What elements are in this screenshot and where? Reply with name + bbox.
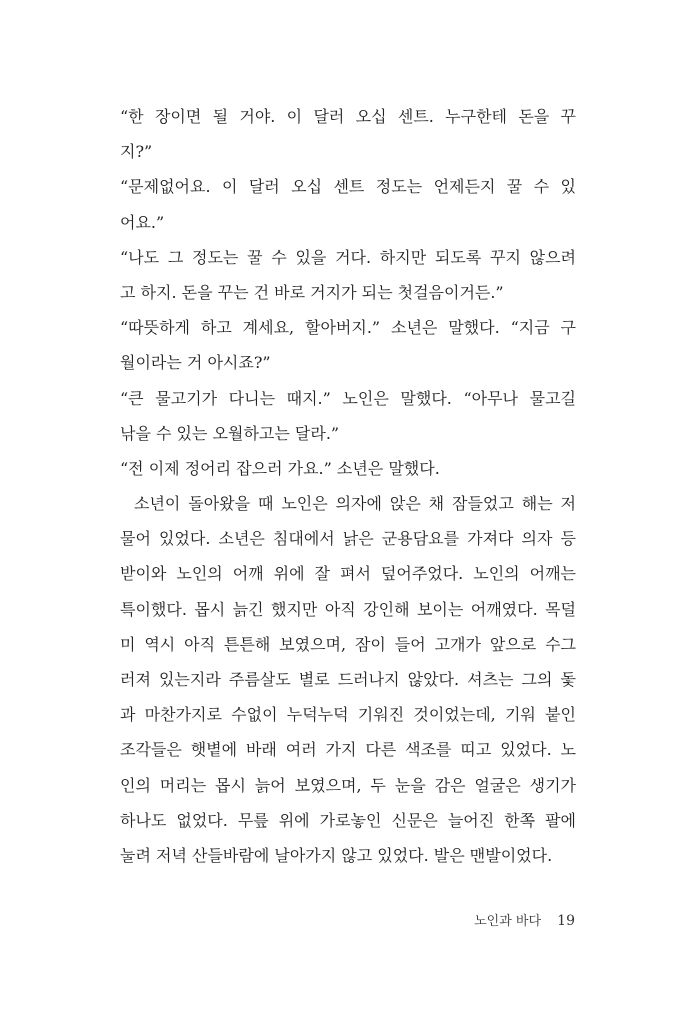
text-line: 지?” — [120, 142, 153, 162]
text-line: 어요.” — [120, 212, 165, 232]
text-line: 고 하지. 돈을 꾸는 건 바로 거지가 되는 첫걸음이거든.” — [120, 282, 504, 302]
running-title: 노인과 바다 — [474, 914, 542, 929]
page-footer — [474, 910, 575, 929]
text-line: “한 장이면 될 거야. 이 달러 오십 센트. 누구한테 돈을 꾸 — [120, 107, 576, 126]
text-line: 눌려 저녁 산들바람에 날아가지 않고 있었다. 발은 맨발이었다. — [120, 845, 553, 865]
text-line: 인의 머리는 몹시 늙어 보였으며, 두 눈을 감은 얼굴은 생기가 — [120, 775, 576, 795]
text-line: 받이와 노인의 어깨 위에 잘 펴서 덮어주었다. 노인의 어깨는 — [120, 564, 576, 584]
text-line: 소년이 돌아왔을 때 노인은 의자에 앉은 채 잠들었고 해는 저 — [134, 494, 576, 514]
text-line: “나도 그 정도는 꿀 수 있을 거다. 하지만 되도록 꾸지 않으려 — [120, 247, 576, 267]
text-line: 하나도 없었다. 무릎 위에 가로놓인 신문은 늘어진 한쪽 팔에 — [120, 810, 576, 830]
text-line: 특이했다. 몹시 늙긴 했지만 아직 강인해 보이는 어깨였다. 목덜 — [120, 599, 576, 619]
text-line: 월이라는 거 아시죠?” — [120, 353, 271, 373]
text-line: 미 역시 아직 튼튼해 보였으며, 잠이 들어 고개가 앞으로 수그 — [120, 634, 576, 654]
text-line: 낚을 수 있는 오월하고는 달라.” — [120, 423, 340, 443]
text-line: 물어 있었다. 소년은 침대에서 낡은 군용담요를 가져다 의자 등 — [120, 529, 576, 549]
text-line: 과 마찬가지로 수없이 누덕누덕 기워진 것이었는데, 기워 붙인 — [120, 705, 576, 725]
text-line: “큰 물고기가 다니는 때지.” 노인은 말했다. “아무나 물고길 — [120, 388, 576, 408]
text-line: “따뜻하게 하고 계세요, 할아버지.” 소년은 말했다. “지금 구 — [120, 318, 576, 338]
page-number: 19 — [557, 913, 575, 929]
text-line: “전 이제 정어리 잡으러 가요.” 소년은 말했다. — [120, 458, 440, 478]
body-text — [120, 99, 576, 873]
text-line: 러져 있는지라 주름살도 별로 드러나지 않았다. 셔츠는 그의 돛 — [120, 670, 576, 689]
text-line: “문제없어요. 이 달러 오십 센트 정도는 언제든지 꿀 수 있 — [120, 177, 576, 197]
text-line: 조각들은 햇볕에 바래 여러 가지 다른 색조를 띠고 있었다. 노 — [120, 740, 576, 760]
